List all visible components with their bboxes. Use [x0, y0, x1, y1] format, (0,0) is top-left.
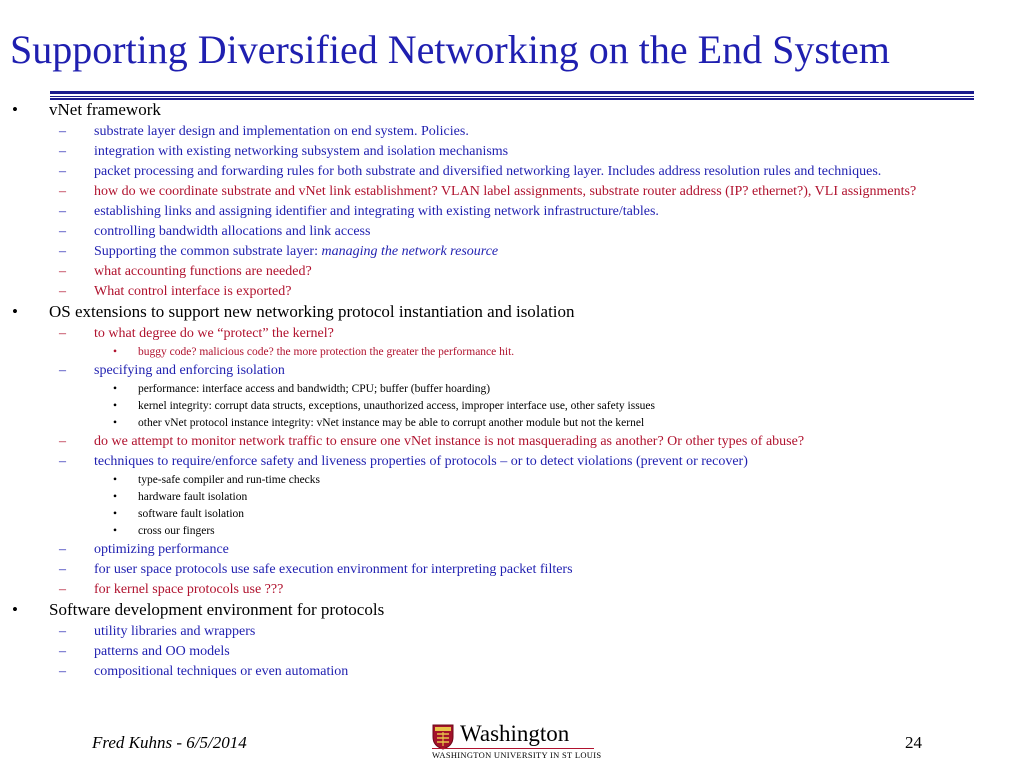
detail-item-marker: •: [113, 508, 118, 520]
sub-bullet-item: [0, 284, 1024, 300]
detail-text: kernel integrity: corrupt data structs, exceptions, unauthorized access, improper interface use, other safety issues: [138, 400, 655, 412]
logo-wordmark: Washington: [460, 721, 570, 746]
sub-bullet-item-marker: –: [59, 363, 66, 378]
bullet-text: Software development environment for protocols: [49, 600, 385, 619]
logo-subtitle: WASHINGTON UNIVERSITY IN ST LOUIS: [432, 750, 602, 760]
sub-bullet-item: [0, 434, 1024, 450]
bullet-item-marker: •: [12, 600, 18, 619]
detail-text: other vNet protocol instance integrity: vNet instance may be able to corrupt another module but not the kernel: [138, 417, 645, 429]
sub-bullet-item-marker: –: [59, 434, 66, 449]
sub-bullet-item-marker: –: [59, 326, 66, 341]
detail-text: hardware fault isolation: [138, 491, 248, 503]
sub-bullet-item-marker: –: [59, 164, 66, 179]
sub-bullet-text: for user space protocols use safe execution environment for interpreting packet filters: [94, 562, 573, 577]
detail-item-marker: •: [113, 491, 118, 503]
detail-item: [0, 416, 1024, 430]
bullet-text: vNet framework: [49, 100, 161, 119]
detail-item: [0, 473, 1024, 487]
sub-bullet-item: [0, 562, 1024, 578]
detail-item-marker: •: [113, 383, 118, 395]
sub-bullet-item: [0, 664, 1024, 680]
sub-bullet-item: [0, 164, 1024, 180]
sub-bullet-item-marker: –: [59, 582, 66, 597]
detail-item-marker: •: [113, 346, 118, 358]
sub-bullet-item-marker: –: [59, 244, 66, 259]
sub-bullet-item-marker: –: [59, 124, 66, 139]
sub-bullet-item-marker: –: [59, 204, 66, 219]
slide-title: Supporting Diversified Networking on the End System: [10, 27, 890, 72]
sub-bullet-text: optimizing performance: [94, 542, 229, 557]
sub-bullet-emphasis: managing the network resource: [321, 244, 499, 259]
sub-bullet-item: [0, 244, 1024, 260]
sub-bullet-item-marker: –: [59, 624, 66, 639]
detail-text: type-safe compiler and run-time checks: [138, 474, 321, 486]
title-rule-thick: [50, 91, 974, 94]
sub-bullet-item: [0, 624, 1024, 640]
sub-bullet-item-marker: –: [59, 264, 66, 279]
sub-bullet-text: techniques to require/enforce safety and liveness properties of protocols – or to detect violations (prevent or recover): [94, 454, 748, 469]
sub-bullet-item: [0, 224, 1024, 240]
sub-bullet-text: what accounting functions are needed?: [94, 264, 312, 279]
sub-bullet-item: [0, 326, 1024, 342]
sub-bullet-item: [0, 204, 1024, 220]
sub-bullet-item-marker: –: [59, 562, 66, 577]
detail-item: [0, 382, 1024, 396]
sub-bullet-item: [0, 144, 1024, 160]
sub-bullet-item: [0, 454, 1024, 470]
sub-bullet-text: controlling bandwidth allocations and link access: [94, 224, 371, 239]
detail-item-marker: •: [113, 400, 118, 412]
sub-bullet-item-marker: –: [59, 664, 66, 679]
detail-text: buggy code? malicious code? the more protection the greater the performance hit.: [138, 346, 515, 358]
bullet-item: [0, 302, 1024, 322]
detail-text: cross our fingers: [138, 525, 215, 537]
title-rule-thin: [50, 96, 974, 97]
sub-bullet-text: integration with existing networking subsystem and isolation mechanisms: [94, 144, 509, 159]
university-logo: [432, 721, 602, 762]
bullet-item: [0, 100, 1024, 120]
sub-bullet-text: patterns and OO models: [94, 644, 230, 659]
detail-item: [0, 345, 1024, 359]
sub-bullet-item: [0, 184, 1024, 200]
bullet-item-marker: •: [12, 100, 18, 119]
detail-item: [0, 524, 1024, 538]
sub-bullet-item: [0, 264, 1024, 280]
detail-item: [0, 490, 1024, 504]
sub-bullet-item-marker: –: [59, 184, 66, 199]
detail-item-marker: •: [113, 417, 118, 429]
university-shield-icon: [432, 724, 454, 750]
bullet-item: [0, 600, 1024, 620]
sub-bullet-item-marker: –: [59, 644, 66, 659]
sub-bullet-text: how do we coordinate substrate and vNet link establishment? VLAN label assignments, substrate router address (IP? ethernet?), VLI assignments?: [94, 184, 917, 199]
sub-bullet-item-marker: –: [59, 144, 66, 159]
detail-text: software fault isolation: [138, 508, 245, 520]
sub-bullet-text: establishing links and assigning identifier and integrating with existing network infrastructure/tables.: [94, 204, 659, 219]
detail-text: performance: interface access and bandwidth; CPU; buffer (buffer hoarding): [138, 383, 491, 395]
sub-bullet-item: [0, 124, 1024, 140]
sub-bullet-item-marker: –: [59, 454, 66, 469]
sub-bullet-item: [0, 644, 1024, 660]
sub-bullet-item: [0, 582, 1024, 598]
sub-bullet-text: do we attempt to monitor network traffic to ensure one vNet instance is not masquerading as another? Or other types of abuse?: [94, 434, 805, 449]
sub-bullet-text: compositional techniques or even automation: [94, 664, 349, 679]
page-number: 24: [905, 733, 922, 752]
sub-bullet-text: to what degree do we “protect” the kernel?: [94, 326, 334, 341]
bullet-text: OS extensions to support new networking protocol instantiation and isolation: [49, 302, 575, 321]
detail-item: [0, 507, 1024, 521]
slide-body: [0, 98, 1024, 680]
sub-bullet-text: for kernel space protocols use ???: [94, 582, 284, 597]
sub-bullet-text: packet processing and forwarding rules for both substrate and diversified networking layer. Includes address resolution rules and techniques.: [94, 164, 882, 179]
sub-bullet-item-marker: –: [59, 542, 66, 557]
sub-bullet-text: utility libraries and wrappers: [94, 624, 256, 639]
sub-bullet-text: specifying and enforcing isolation: [94, 363, 285, 378]
detail-item-marker: •: [113, 474, 118, 486]
bullet-item-marker: •: [12, 302, 18, 321]
sub-bullet-item-marker: –: [59, 224, 66, 239]
detail-item-marker: •: [113, 525, 118, 537]
sub-bullet-text: substrate layer design and implementation on end system. Policies.: [94, 124, 469, 139]
sub-bullet-item: [0, 363, 1024, 379]
sub-bullet-item: [0, 542, 1024, 558]
detail-item: [0, 399, 1024, 413]
footer-author-date: Fred Kuhns - 6/5/2014: [92, 733, 247, 752]
sub-bullet-text: What control interface is exported?: [94, 284, 292, 299]
sub-bullet-text: Supporting the common substrate layer:: [94, 244, 322, 259]
sub-bullet-item-marker: –: [59, 284, 66, 299]
